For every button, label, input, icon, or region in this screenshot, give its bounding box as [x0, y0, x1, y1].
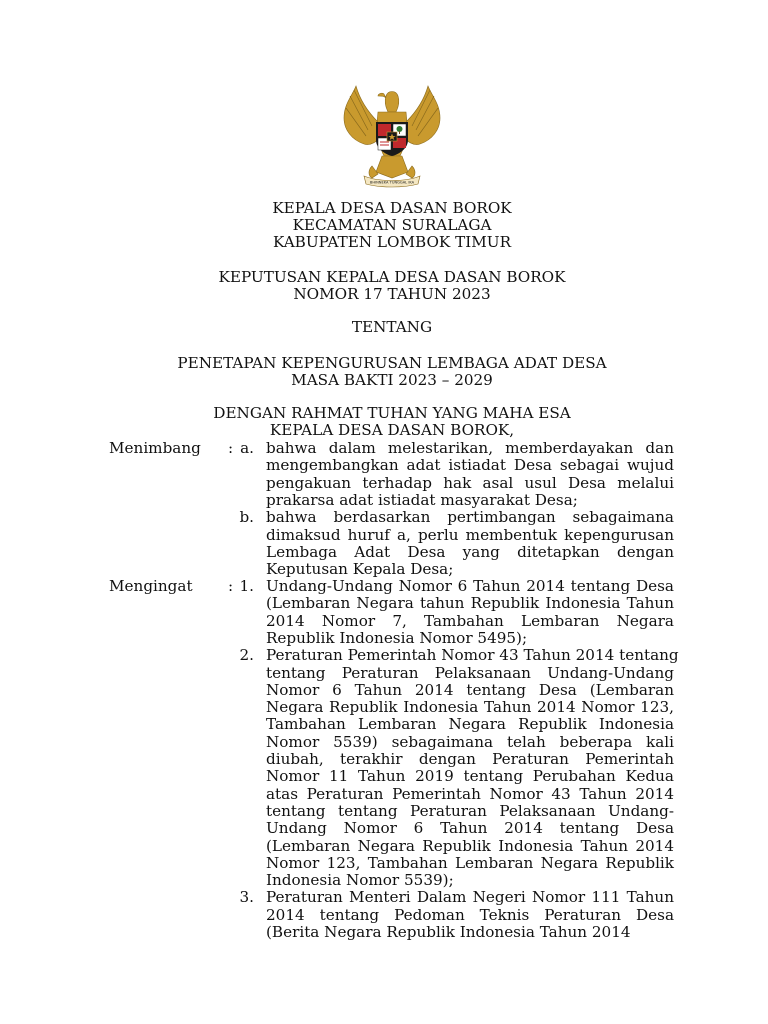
menimbang-item-text-line: mengembangkan adat istiadat Desa sebagai wujud: [266, 456, 674, 475]
mengingat-item-text-line: (Lembaran Negara Republik Indonesia Tahun 2014: [266, 836, 674, 855]
menimbang-item-text-line: pengakuan terhadap hak asal usul Desa melalui: [266, 473, 674, 492]
mengingat-item-text-line: Nomor 123, Tambahan Lembaran Negara Republik: [266, 853, 674, 872]
menimbang-item-marker: a.: [240, 439, 254, 457]
mengingat-item-text-line: Undang Nomor 6 Tahun 2014 tentang Desa: [266, 819, 674, 838]
mengingat-item-text-line: Undang-Undang Nomor 6 Tahun 2014 tentang Desa: [266, 577, 674, 595]
menimbang-item-text-line: Keputusan Kepala Desa;: [266, 560, 454, 579]
mengingat-item-text-line: (Lembaran Negara tahun Republik Indonesia Tahun: [266, 594, 674, 613]
mengingat-colon: :: [228, 577, 234, 595]
menimbang-item-marker: b.: [239, 508, 254, 527]
menimbang-item-text-line: dimaksud huruf a, perlu membentuk kepengurusan: [266, 525, 674, 544]
mengingat-label: Mengingat: [109, 577, 193, 595]
menimbang-colon: :: [228, 439, 234, 457]
mengingat-item-text-line: (Berita Negara Republik Indonesia Tahun 2014: [266, 923, 631, 941]
mengingat-item-text-line: 2014 Nomor 7, Tambahan Lembaran Negara: [266, 611, 674, 630]
district-name: KECAMATAN SURALAGA: [292, 216, 492, 234]
decree-number: NOMOR 17 TAHUN 2023: [293, 285, 491, 303]
mengingat-item-text-line: tentang Peraturan Pelaksanaan Undang-Undang: [266, 663, 674, 682]
mengingat-item-text-line: tentang tentang Peraturan Pelaksanaan Undang-: [266, 801, 674, 820]
regency-name: KABUPATEN LOMBOK TIMUR: [272, 233, 512, 251]
about-heading: TENTANG: [351, 318, 433, 336]
menimbang-item-text-line: Lembaga Adat Desa yang ditetapkan dengan: [266, 542, 674, 561]
mengingat-item-text-line: Indonesia Nomor 5539);: [266, 871, 454, 890]
mengingat-item-text-line: Nomor 11 Tahun 2019 tentang Perubahan Kedua: [266, 767, 674, 786]
menimbang-item-text-line: prakarsa adat istiadat masyarakat Desa;: [266, 490, 578, 509]
mengingat-item-text-line: Peraturan Menteri Dalam Negeri Nomor 111 Tahun: [266, 888, 674, 907]
menimbang-label: Menimbang: [109, 439, 201, 457]
menimbang-item-text-line: bahwa berdasarkan pertimbangan sebagaimana: [266, 508, 674, 527]
mengingat-item-marker: 2.: [239, 646, 254, 665]
mengingat-item-text-line: Negara Republik Indonesia Tahun 2014 Nomor 123,: [266, 698, 674, 717]
subject-line-1: PENETAPAN KEPENGURUSAN LEMBAGA ADAT DESA: [177, 354, 607, 372]
subject-line-2: MASA BAKTI 2023 – 2029: [291, 371, 493, 389]
mengingat-item-marker: 1.: [239, 577, 254, 595]
blessing-line-2: KEPALA DESA DASAN BOROK,: [269, 421, 515, 439]
mengingat-item-text-line: Peraturan Pemerintah Nomor 43 Tahun 2014 tentang: [266, 646, 679, 665]
menimbang-item-text-line: bahwa dalam melestarikan, memberdayakan dan: [266, 439, 674, 457]
mengingat-item-text-line: Republik Indonesia Nomor 5495);: [266, 628, 528, 647]
blessing-line-1: DENGAN RAHMAT TUHAN YANG MAHA ESA: [213, 404, 571, 422]
mengingat-item-text-line: 2014 tentang Pedoman Teknis Peraturan Desa: [266, 905, 674, 924]
mengingat-item-text-line: atas Peraturan Pemerintah Nomor 43 Tahun 2014: [266, 784, 674, 803]
mengingat-item-text-line: Nomor 6 Tahun 2014 tentang Desa (Lembaran: [266, 680, 674, 699]
mengingat-item-marker: 3.: [239, 888, 254, 907]
mengingat-item-text-line: Tambahan Lembaran Negara Republik Indonesia: [266, 715, 674, 734]
village-head-title: KEPALA DESA DASAN BOROK: [272, 199, 512, 217]
mengingat-item-text-line: diubah, terakhir dengan Peraturan Pemerintah: [266, 750, 674, 768]
mengingat-item-text-line: Nomor 5539) sebagaimana telah beberapa kali: [266, 732, 674, 751]
decree-title: KEPUTUSAN KEPALA DESA DASAN BOROK: [218, 268, 566, 286]
motto-text: BHINNEKA TUNGGAL IKA: [369, 180, 415, 185]
garuda-pancasila-emblem: [338, 82, 446, 190]
